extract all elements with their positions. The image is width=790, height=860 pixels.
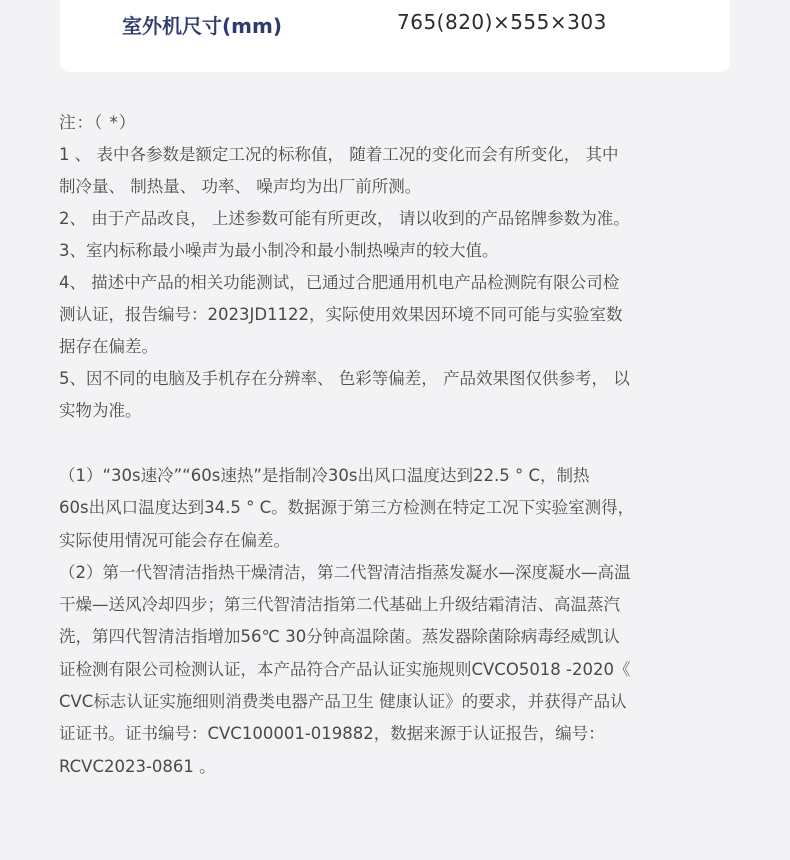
notes-line: 3、室内标称最小噪声为最小制冷和最小制热噪声的较大值。 <box>59 241 499 260</box>
footnote-line: 干燥—送风冷却四步；第三代智清洁指第二代基础上升级结霜清洁、高温蒸汽 <box>59 595 620 615</box>
notes-line: 4、 描述中产品的相关功能测试，已通过合肥通用机电产品检测院有限公司检 <box>59 273 620 292</box>
spec-card <box>60 0 730 72</box>
notes-line: 1 、 表中各参数是额定工况的标称值， 随着工况的变化而会有所变化， 其中 <box>59 145 619 164</box>
notes-line: 2、 由于产品改良， 上述参数可能有所更改， 请以收到的产品铭牌参数为准。 <box>59 209 630 228</box>
notes-line: 5、因不同的电脑及手机存在分辨率、 色彩等偏差， 产品效果图仅供参考， 以 <box>59 369 630 388</box>
spec-value-outdoor-size: 765(820)×555×303 <box>397 10 607 34</box>
footnote-line: （1）“30s速冷”“60s速热”是指制冷30s出风口温度达到22.5 ° C，制热 <box>59 466 590 485</box>
notes-line: 实物为准。 <box>59 401 142 420</box>
footnotes-section <box>59 460 749 783</box>
notes-line: 测认证，报告编号：2023JD1122，实际使用效果因环境不同可能与实验室数 <box>59 305 623 324</box>
footnote-line: （2）第一代智清洁指热干燥清洁，第二代智清洁指蒸发凝水—深度凝水—高温 <box>59 562 631 582</box>
notes-section <box>59 107 749 783</box>
footnote-line: 实际使用情况可能会存在偏差。 <box>59 530 290 550</box>
footnote-line: 60s出风口温度达到34.5 ° C。数据源于第三方检测在特定工况下实验室测得， <box>59 498 635 518</box>
notes-line: 制冷量、 制热量、 功率、 噪声均为出厂前所测。 <box>59 177 422 196</box>
footnote-line: 洗，第四代智清洁指增加56℃ 30分钟高温除菌。蒸发器除菌除病毒经威凯认 <box>59 627 620 647</box>
footnote-line: 证检测有限公司检测认证，本产品符合产品认证实施规则CVCO5018 -2020《 <box>59 659 631 679</box>
footnote-line: 证证书。证书编号：CVC100001-019882，数据来源于认证报告，编号： <box>59 724 605 744</box>
footnote-line: RCVC2023-0861 。 <box>59 756 216 776</box>
notes-line: 据存在偏差。 <box>59 337 158 356</box>
footnote-line: CVC标志认证实施细则消费类电器产品卫生 健康认证》的要求，并获得产品认 <box>59 692 627 712</box>
notes-heading: 注：（ *） <box>59 113 137 132</box>
section-spacer <box>59 427 749 460</box>
spec-label-outdoor-size: 室外机尺寸(mm) <box>122 14 282 38</box>
